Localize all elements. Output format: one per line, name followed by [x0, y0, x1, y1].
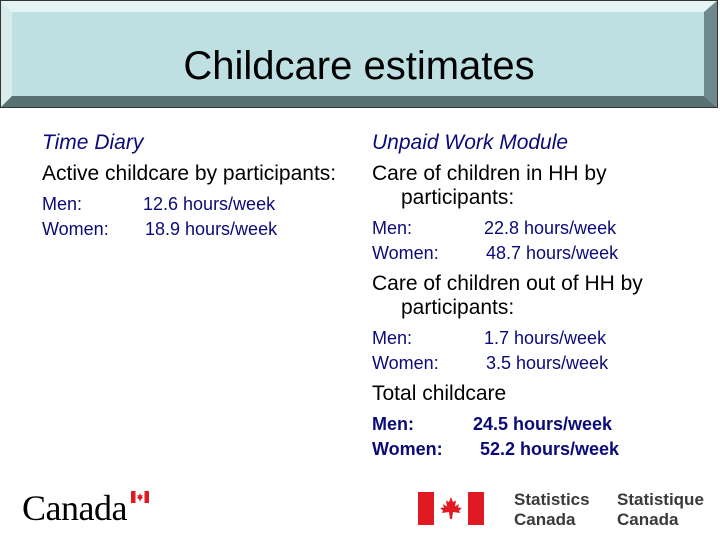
- stat-value: 48.7 hours/week: [486, 243, 619, 263]
- total-childcare-label: Total childcare: [372, 382, 507, 405]
- care-out-hh-label: Care of children out of HH by participants:: [372, 272, 643, 319]
- time-diary-heading: Time Diary: [42, 131, 144, 154]
- stat-row-women: [372, 241, 702, 266]
- stat-value: 22.8 hours/week: [484, 218, 617, 238]
- stat-label: Men:: [372, 218, 413, 238]
- stat-value: 24.5 hours/week: [473, 414, 613, 434]
- stat-label: Men:: [372, 328, 413, 348]
- statcan-fr-line2: Canada: [617, 510, 679, 529]
- canadian-flag-icon: [418, 492, 484, 525]
- stat-label: Women:: [372, 243, 439, 263]
- stat-label: Men:: [42, 194, 83, 214]
- unpaid-work-column: [372, 130, 702, 462]
- stat-label: Men:: [372, 414, 414, 434]
- stat-value: 12.6 hours/week: [143, 194, 276, 214]
- unpaid-work-heading: Unpaid Work Module: [372, 131, 569, 154]
- stat-row-men: [42, 192, 342, 217]
- canada-wordmark: Canada: [22, 488, 127, 528]
- care-in-hh-label: Care of children in HH by participants:: [372, 162, 607, 209]
- stat-row-women: [372, 351, 702, 376]
- page-title: Childcare estimates: [183, 44, 535, 88]
- stat-row-men: [372, 326, 702, 351]
- care-in-hh-stats: [372, 216, 702, 266]
- stat-label: Women:: [372, 353, 439, 373]
- stat-label: Women:: [372, 439, 443, 459]
- stat-row-men: [372, 412, 702, 437]
- stat-row-men: [372, 216, 702, 241]
- stat-value: 52.2 hours/week: [480, 439, 620, 459]
- time-diary-column: [42, 130, 342, 242]
- statcan-english: [514, 490, 590, 530]
- total-childcare-stats: [372, 412, 702, 462]
- statcan-en-line1: Statistics: [514, 490, 590, 509]
- time-diary-stats: [42, 192, 342, 242]
- care-out-hh-stats: [372, 326, 702, 376]
- statcan-french: [617, 490, 704, 530]
- title-banner: [0, 0, 718, 110]
- stat-label: Women:: [42, 219, 109, 239]
- canada-wordmark-flag-icon: [131, 491, 149, 503]
- statcan-fr-line1: Statistique: [617, 490, 704, 509]
- stat-value: 18.9 hours/week: [145, 219, 278, 239]
- active-childcare-label: Active childcare by participants:: [42, 162, 337, 185]
- statcan-en-line2: Canada: [514, 510, 576, 529]
- stat-row-women: [372, 437, 702, 462]
- stat-row-women: [42, 217, 342, 242]
- stat-value: 1.7 hours/week: [484, 328, 607, 348]
- stat-value: 3.5 hours/week: [486, 353, 609, 373]
